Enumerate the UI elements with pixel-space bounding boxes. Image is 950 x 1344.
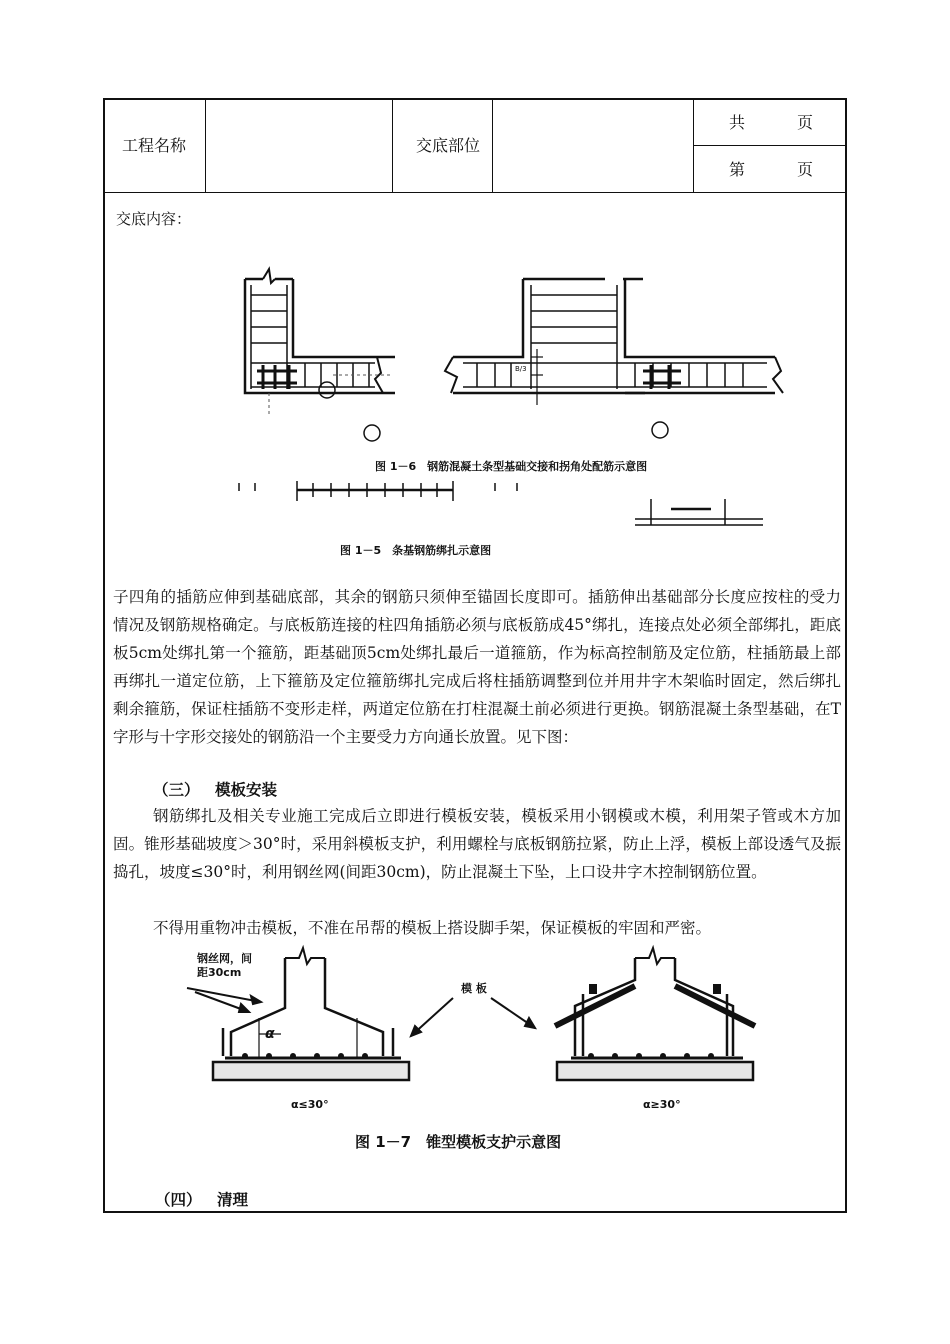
figure-1-5-caption: 图 1－5 条基钢筋绑扎示意图: [340, 544, 492, 557]
section-4-heading: [155, 1188, 248, 1210]
page-number-suffix: 页: [797, 160, 814, 179]
disclosure-location-label: 交底部位: [416, 136, 481, 155]
figure-1-6-drawing: [205, 265, 805, 565]
content-label: 交底内容：: [116, 210, 192, 228]
figure-1-7-caption: 图 1－7 锥型模板支护示意图: [355, 1133, 562, 1151]
section-3-heading: [153, 778, 277, 800]
page-number-prefix: 第: [729, 160, 746, 179]
divider: [693, 100, 694, 192]
disclosure-form: [103, 98, 847, 1213]
left-condition: α≤30°: [291, 1098, 329, 1111]
project-name-field[interactable]: [214, 136, 384, 156]
figure-1-7-drawing: [165, 940, 805, 1160]
section-4-title: 清理: [217, 1191, 249, 1209]
paragraph-rebar: 子四角的插筋应伸到基础底部，其余的钢筋只须伸至锚固长度即可。插筋伸出基础部分长度应按柱的受力情况及钢筋规格确定。与底板筋连接的柱四角插筋必须与底板筋成45°绑扎，连接点处必须全部绑扎，距底板5cm处绑扎第一个箍筋，距基础顶5cm处绑扎最后一道箍筋，作为标高控制筋及定位筋，柱插筋最上部再绑扎一道定位筋，上下箍筋及定位箍筋绑扎完成后将柱插筋调整到位并用井字木架临时固定，然后绑扎剩余箍筋，保证柱插筋不变形走样，两道定位筋在打柱混凝土前必须进行更换。钢筋混凝土条型基础，在T字形与十字形交接处的钢筋沿一个主要受力方向通长放置。见下图：: [113, 588, 841, 746]
paragraph-formwork: 钢筋绑扎及相关专业施工完成后立即进行模板安装，模板采用小钢模或木模，利用架子管或木方加固。锥形基础坡度＞30°时，采用斜模板支护，利用螺栓与底板钢筋拉紧，防止上浮，模板上部设透气及振捣孔，坡度≤30°时，利用钢丝网(间距30cm)，防止混凝土下坠，上口设井字木控制钢筋位置。: [113, 807, 841, 881]
right-condition: α≥30°: [643, 1098, 681, 1111]
disclosure-location-field[interactable]: [501, 136, 686, 156]
project-name-label: 工程名称: [122, 136, 187, 155]
total-pages-prefix: 共: [729, 113, 746, 132]
paragraph-formwork-note: 不得用重物冲击模板，不准在吊帮的模板上搭设脚手架，保证模板的牢固和严密。: [153, 919, 712, 937]
formwork-label: 模 板: [461, 982, 487, 995]
section-3-title: 模板安装: [215, 781, 278, 799]
section-4-number: （四）: [155, 1191, 202, 1209]
divider: [392, 100, 393, 192]
figure-1-6-caption: 图 1－6 钢筋混凝土条型基础交接和拐角处配筋示意图: [375, 460, 648, 473]
section-3-number: （三）: [153, 781, 200, 799]
mesh-label-2: 距30cm: [197, 966, 242, 979]
form-header: [105, 100, 845, 193]
total-pages-suffix: 页: [797, 113, 814, 132]
dimension-label: B/3: [515, 365, 527, 373]
alpha-label: α: [265, 1026, 275, 1042]
mesh-label-1: 钢丝网，间: [197, 952, 252, 965]
divider: [693, 145, 845, 146]
divider: [205, 100, 206, 192]
divider: [492, 100, 493, 192]
